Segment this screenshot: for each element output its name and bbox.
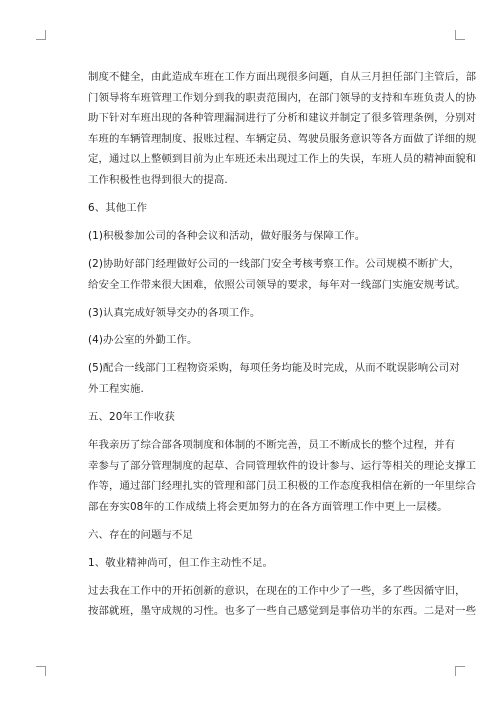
text-line: 外工程实施.	[88, 383, 144, 396]
crop-mark-bottom-right	[455, 666, 465, 676]
paragraph-gap	[88, 219, 438, 226]
text-line: 助下针对车班出现的各种管理漏洞进行了分析和建议并制定了很多管理条例，分别对	[88, 112, 477, 125]
text-line: (2)协助好部门经理做好公司的一线部门安全考核考察工作。公司规模不断扩大，	[88, 257, 460, 270]
paragraph-gap	[88, 400, 438, 407]
crop-mark-top-left	[36, 30, 46, 40]
text-line: (3)认真完成好领导交办的各项工作。	[88, 306, 261, 319]
text-line: 六、存在的问题与不足	[88, 528, 193, 541]
paragraph-gap	[88, 351, 438, 358]
paragraph-gap	[88, 545, 438, 552]
paragraph-gap	[88, 295, 438, 302]
text-line: 工作积极性也得到很大的提高.	[88, 173, 228, 186]
paragraph-gap	[88, 517, 438, 524]
text-line: (1)积极参加公司的各种会议和活动，做好服务与保障工作。	[88, 229, 366, 242]
paragraph-gap	[88, 247, 438, 254]
text-line: (5)配合一线部门工程物资采购，每项任务均能及时完成，从而不耽误影响公司对	[88, 362, 460, 375]
document-page	[88, 67, 477, 622]
paragraph-gap	[88, 323, 438, 330]
paragraph-gap	[88, 573, 438, 580]
paragraph-gap	[88, 428, 438, 435]
text-line: 车班的车辆管理制度、报账过程、车辆定员、驾驶员服务意识等各方面做了详细的规	[88, 132, 477, 145]
text-line: 部在夯实08年的工作成绩上将会更加努力的在各方面管理工作中更上一层楼。	[88, 500, 448, 513]
paragraph-gap	[88, 191, 438, 198]
text-line: 作等，通过部门经理扎实的管理和部门员工积极的工作态度我相信在新的一年里综合	[88, 480, 477, 493]
text-line: 门领导将车班管理工作划分到我的职责范围内，在部门领导的支持和车班负责人的协	[88, 91, 477, 104]
text-line: 制度不健全，由此造成车班在工作方面出现很多问题，自从三月担任部门主管后，部	[88, 71, 477, 83]
text-line: 按部就班，墨守成规的习性。也多了一些自己感觉到是事倍功半的东西。二是对一些	[88, 605, 477, 618]
text-line: 给安全工作带来很大困难，依照公司领导的要求，每年对一线部门实施安规考试。	[88, 278, 466, 291]
text-line: (4)办公室的外勤工作。	[88, 334, 198, 347]
text-line: 年我亲历了综合部各项制度和体制的不断完善，员工不断成长的整个过程，并有	[88, 439, 456, 452]
text-line: 1、敬业精神尚可，但工作主动性不足。	[88, 556, 274, 569]
text-line: 五、20年工作收获	[88, 411, 175, 424]
text-line: 幸参与了部分管理制度的起草、合同管理软件的设计参与、运行等相关的理论支撑工	[88, 459, 477, 472]
crop-mark-bottom-left	[36, 666, 46, 676]
text-line: 定，通过以上整顿到目前为止车班还未出现过工作上的失误，车班人员的精神面貌和	[88, 153, 477, 166]
text-line: 过去我在工作中的开拓创新的意识，在现在的工作中少了一些，多了些因循守旧，	[88, 584, 466, 597]
text-line: 6、其他工作	[88, 201, 148, 214]
crop-mark-top-right	[455, 30, 465, 40]
